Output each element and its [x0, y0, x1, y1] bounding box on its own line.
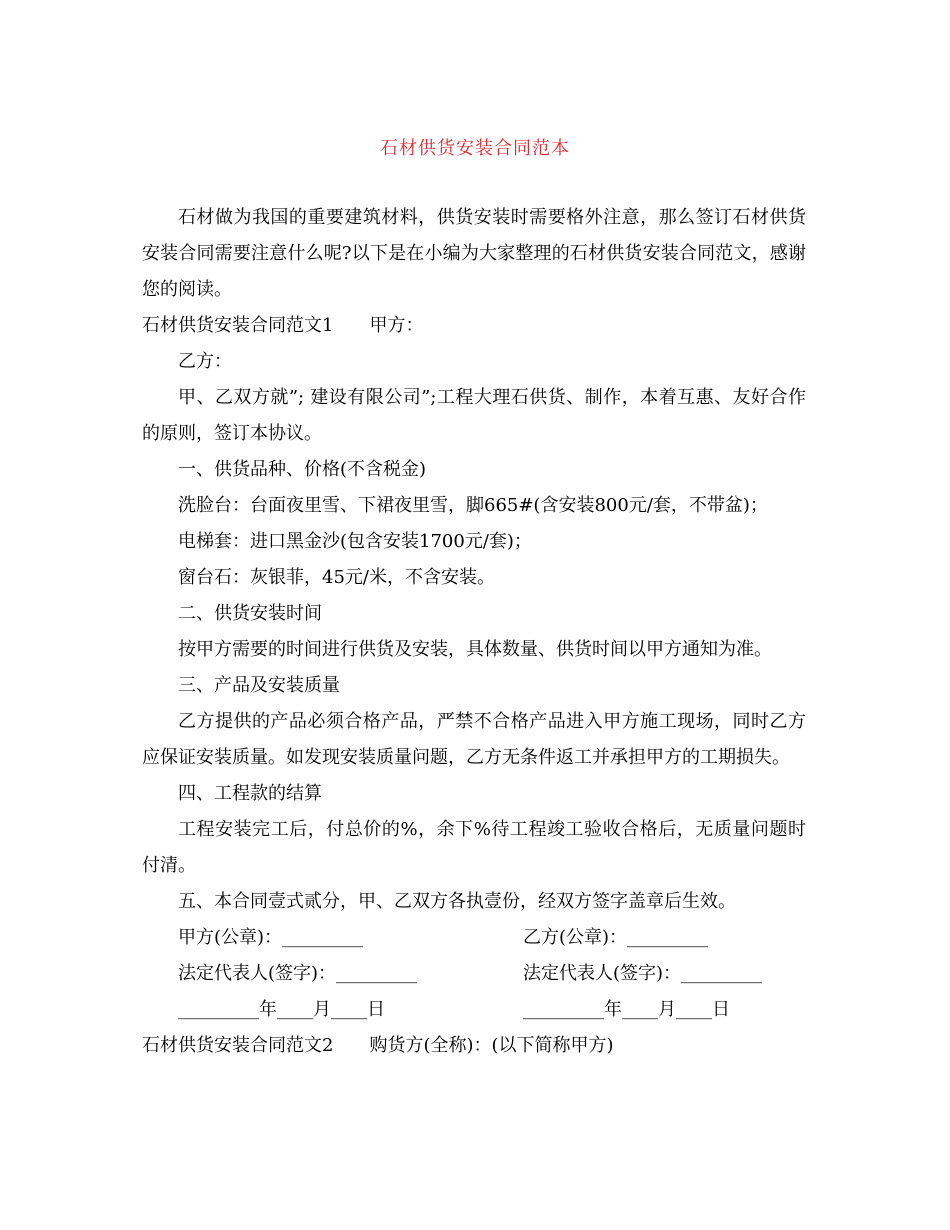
clause5-text: 五、本合同壹式贰分，甲、乙双方各执壹份，经双方签字盖章后生效。: [178, 891, 736, 912]
clause4-title: 四、工程款的结算: [178, 783, 322, 804]
party-a-date-field: _________年____月____日: [178, 999, 385, 1020]
document-body: [142, 200, 806, 1064]
clause1-title: 一、供货品种、价格(不含税金): [178, 459, 427, 480]
clause2-text: 按甲方需要的时间进行供货及安装，具体数量、供货时间以甲方通知为准。: [178, 639, 772, 660]
intro-paragraph: 石材做为我国的重要建筑材料，供货安装时需要格外注意，那么签订石材供货安装合同需要注意什么呢?以下是在小编为大家整理的石材供货安装合同范文，感谢您的阅读。: [142, 207, 806, 300]
clause1-item-washbasin: 洗脸台：台面夜里雪、下裙夜里雪，脚665#(含安装800元/套，不带盆)；: [178, 495, 768, 516]
party-b-seal-field: 乙方(公章)：_________: [523, 927, 709, 948]
party-b-representative-field: 法定代表人(签字)：_________: [523, 963, 763, 984]
party-b-date-field: _________年____月____日: [523, 999, 730, 1020]
signature-row-date: [142, 992, 806, 1028]
document-title: 石材供货安装合同范本: [380, 138, 570, 159]
preamble-paragraph: 甲、乙双方就”; 建设有限公司”;工程大理石供货、制作，本着互惠、友好合作的原则，签订本协议。: [142, 387, 806, 444]
clause3-title: 三、产品及安装质量: [178, 675, 340, 696]
section2-heading: 石材供货安装合同范文2: [142, 1035, 334, 1056]
party-a-representative-field: 法定代表人(签字)：_________: [178, 963, 418, 984]
signature-row-representative: [142, 956, 806, 992]
section1-heading-line: [142, 308, 806, 344]
party-a-label: 甲方：: [369, 315, 424, 336]
clause4-text: 工程安装完工后，付总价的%，余下%待工程竣工验收合格后，无质量问题时付清。: [142, 819, 806, 876]
party-b-label: 乙方：: [178, 351, 232, 372]
clause3-text: 乙方提供的产品必须合格产品，严禁不合格产品进入甲方施工现场，同时乙方应保证安装质量。如发现安装质量问题，乙方无条件返工并承担甲方的工期损失。: [142, 711, 806, 768]
party-a-seal-field: 甲方(公章)：_________: [178, 927, 364, 948]
signature-row-seal: [142, 920, 806, 956]
section2-heading-line: [142, 1028, 806, 1064]
clause2-title: 二、供货安装时间: [178, 603, 322, 624]
section1-heading: 石材供货安装合同范文1: [142, 315, 334, 336]
clause1-item-windowsill: 窗台石：灰银菲，45元/米，不含安装。: [178, 567, 495, 588]
buyer-label: 购货方(全称)：(以下简称甲方): [369, 1035, 614, 1056]
clause1-item-elevator: 电梯套：进口黑金沙(包含安装1700元/套)；: [178, 531, 532, 552]
